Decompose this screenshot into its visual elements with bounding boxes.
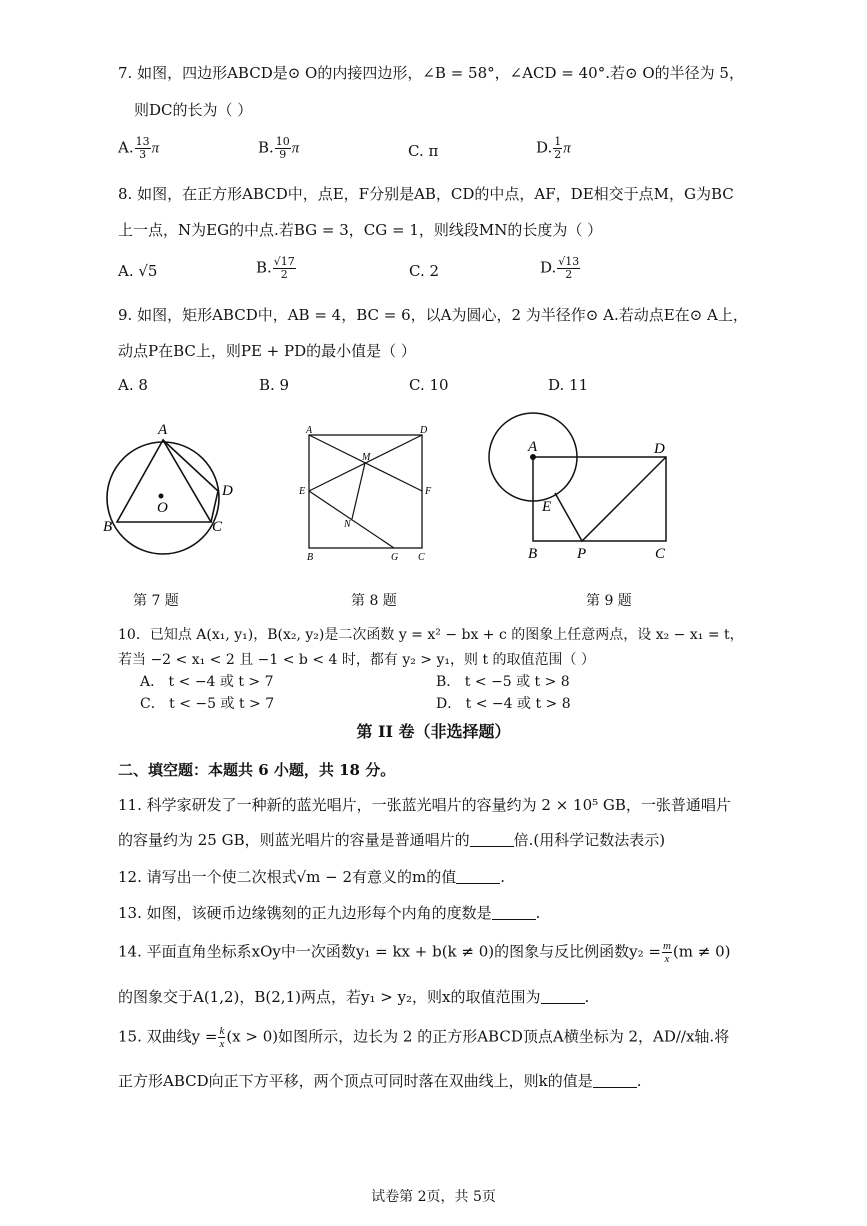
fig8-label-f: F [425,486,432,497]
q7-option-a: A. $\frac{13}{3}$ π [118,135,160,161]
part2-title: 第 II 卷（非选择题） [356,722,511,741]
fig9-path-epd [555,457,666,541]
fig9-caption: 第 9 题 [586,593,632,609]
q10-option-a: A． t < −4 或 t > 7 [140,674,274,690]
fig8-label-d: D [420,425,428,436]
fig8-label-m: M [362,452,371,463]
q11-answer-blank[interactable] [470,832,514,847]
q14-line1: 14. 平面直角坐标系xOy中一次函数y₁ = kx + b(k ≠ 0)的图象与反比例函数y₂ = $\frac{m}{x}$ (m ≠ 0) [118,940,731,965]
q9-stem-line2: 动点P在BC上，则PE + PD的最小值是（ ） [118,342,416,360]
fig8-label-n: N [344,519,351,530]
q10-option-b: B． t < −5 或 t > 8 [436,674,570,690]
fig9-label-a: A [528,439,538,455]
fig9-rectangle [533,457,666,541]
q8-option-a: A. √5 [118,262,158,280]
q14-answer-blank[interactable] [541,989,585,1004]
q11-line1: 11. 科学家研发了一种新的蓝光唱片，一张蓝光唱片的容量约为 2 × 10⁵ GB，一张普通唱片 [118,796,731,814]
fig9-label-e: E [542,499,552,515]
q12-answer-blank[interactable] [456,869,500,884]
fig7-label-d: D [222,483,233,499]
figure-8 [300,420,440,565]
q12-line: 12. 请写出一个使二次根式√m − 2有意义的m的值 . [118,868,506,886]
fig7-center-dot [159,494,164,499]
q7-stem-line2: 则DC的长为（ ） [134,101,253,119]
fig8-label-c: C [418,552,425,563]
fig8-label-b: B [307,552,314,563]
figure-9 [478,405,678,565]
page-footer: 试卷第 2页，共 5页 [371,1189,496,1205]
fig9-label-b: B [528,546,538,562]
q10-option-d: D． t < −4 或 t > 8 [436,696,571,712]
fig8-label-g: G [391,552,399,563]
fig7-chords [163,440,218,522]
q9-option-b: B. 9 [259,376,290,394]
q15-answer-blank[interactable] [593,1073,637,1088]
fig9-label-p: P [577,546,587,562]
fig7-label-c: C [212,519,223,535]
q9-option-d: D. 11 [548,376,589,394]
fig7-caption: 第 7 题 [133,593,179,609]
q7-stem-line1: 7. 如图，四边形ABCD是⊙ O的内接四边形，∠B = 58°，∠ACD = 40°.若⊙ O的半径为 5， [118,64,744,82]
fig9-label-d: D [654,441,665,457]
q15-line2: 正方形ABCD向正下方平移，两个顶点可同时落在双曲线上，则k的值是 . [118,1072,642,1090]
q9-stem-line1: 9. 如图，矩形ABCD中，AB = 4，BC = 6，以A为圆心，2 为半径作⊙ A.若动点E在⊙ A上， [118,306,748,324]
q8-stem-line2: 上一点，N为EG的中点.若BG = 3，CG = 1，则线段MN的长度为（ ） [118,221,603,239]
fig8-caption: 第 8 题 [351,593,397,609]
fig7-label-o: O [157,500,168,516]
fig8-label-a: A [306,425,313,436]
fig7-label-a: A [158,422,168,438]
q7-option-c: C. π [408,142,439,160]
q11-line2: 的容量约为 25 GB，则蓝光唱片的容量是普通唱片的 倍.(用科学记数法表示) [118,831,666,849]
q13-answer-blank[interactable] [492,905,536,920]
section2-title: 二、填空题：本题共 6 小题，共 18 分。 [118,761,396,779]
q10-stem-line2: 若当 −2 < x₁ < 2 且 −1 < b < 4 时，都有 y₂ > y₁，则 t 的取值范围（ ） [118,652,595,668]
fig8-line-mn [352,463,365,519]
q14-line2: 的图象交于A(1,2)，B(2,1)两点，若y₁ > y₂，则x的取值范围为 . [118,988,590,1006]
q8-option-c: C. 2 [409,262,440,280]
q10-stem-line1: 10．已知点 A(x₁, y₁)，B(x₂, y₂)是二次函数 y = x² − bx + c 的图象上任意两点，设 x₂ − x₁ = t， [118,627,744,643]
figure-7 [95,418,255,568]
fig8-line-eg [309,491,394,548]
q7-option-b: B. $\frac{10}{9}$ π [258,135,300,161]
fig9-label-c: C [655,546,666,562]
q10-option-c: C． t < −5 或 t > 7 [140,696,275,712]
q9-option-c: C. 10 [409,376,449,394]
q8-option-d: D. $\frac{√13}{2}$ [540,255,580,281]
q13-line: 13. 如图，该硬币边缘镌刻的正九边形每个内角的度数是 . [118,904,541,922]
fig7-label-b: B [103,519,113,535]
fig8-label-e: E [299,486,306,497]
q8-option-b: B. $\frac{√17}{2}$ [256,255,295,281]
q7-option-d: D. $\frac{1}{2}$ π [536,135,571,161]
q8-stem-line1: 8. 如图，在正方形ABCD中，点E，F分别是AB，CD的中点，AF，DE相交于点M，G为BC [118,185,734,203]
fig7-circle [107,442,219,554]
q9-option-a: A. 8 [118,376,148,394]
q15-line1: 15. 双曲线y = $\frac{k}{x}$ (x > 0)如图所示，边长为 2 的正方形ABCD顶点A横坐标为 2，AD//x轴.将 [118,1025,730,1050]
